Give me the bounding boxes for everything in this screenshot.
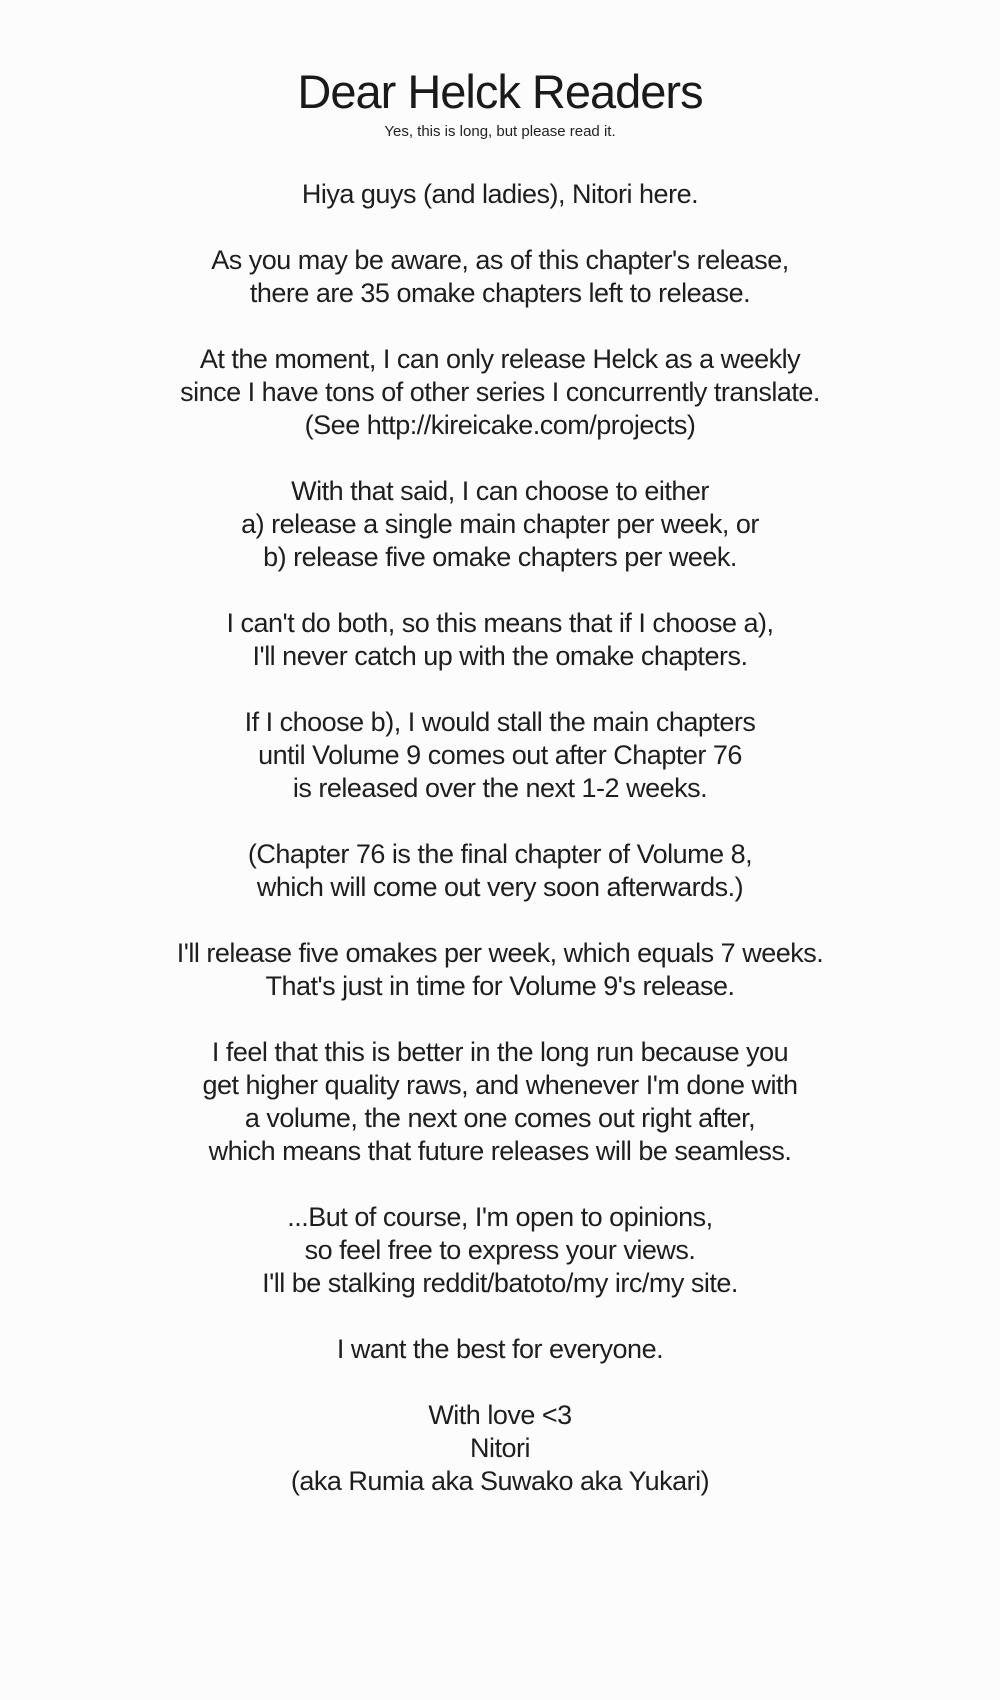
text-line: (aka Rumia aka Suwako aka Yukari)	[290, 1466, 710, 1496]
text-line: Hiya guys (and ladies), Nitori here.	[301, 179, 699, 209]
page-subtitle: Yes, this is long, but please read it.	[384, 123, 616, 140]
text-line: That's just in time for Volume 9's release.	[265, 971, 735, 1001]
page-title: Dear Helck Readers	[297, 65, 703, 118]
text-line: (Chapter 76 is the final chapter of Volume 8,	[247, 839, 753, 869]
text-line: since I have tons of other series I concurrently translate.	[180, 377, 820, 407]
text-line: With that said, I can choose to either	[291, 476, 709, 506]
text-line: which means that future releases will be seamless.	[208, 1136, 792, 1166]
paragraph	[0, 1201, 1000, 1300]
text-line: I feel that this is better in the long run because you	[211, 1037, 789, 1067]
text-line: Nitori	[469, 1433, 530, 1463]
text-line: As you may be aware, as of this chapter's release,	[211, 245, 789, 275]
paragraph	[0, 1036, 1000, 1168]
paragraph	[0, 838, 1000, 904]
text-line: I'll never catch up with the omake chapters.	[252, 641, 748, 671]
paragraph	[0, 475, 1000, 574]
text-line: is released over the next 1-2 weeks.	[292, 773, 708, 803]
text-line: With love <3	[428, 1400, 572, 1430]
paragraph	[0, 343, 1000, 442]
text-line: I can't do both, so this means that if I choose a),	[226, 608, 774, 638]
paragraph	[0, 244, 1000, 310]
text-line: there are 35 omake chapters left to release.	[249, 278, 751, 308]
paragraph	[0, 937, 1000, 1003]
note-body	[0, 178, 1000, 1498]
text-line: I'll be stalking reddit/batoto/my irc/my site.	[262, 1268, 738, 1298]
text-line: until Volume 9 comes out after Chapter 76	[258, 740, 742, 770]
text-line: b) release five omake chapters per week.	[263, 542, 737, 572]
text-line: If I choose b), I would stall the main chapters	[244, 707, 756, 737]
paragraph	[0, 1333, 1000, 1366]
text-line: a volume, the next one comes out right after,	[244, 1103, 756, 1133]
paragraph	[0, 1399, 1000, 1498]
paragraph	[0, 178, 1000, 211]
paragraph	[0, 607, 1000, 673]
text-line: I'll release five omakes per week, which equals 7 weeks.	[176, 938, 824, 968]
text-line: I want the best for everyone.	[336, 1334, 664, 1364]
text-line: so feel free to express your views.	[304, 1235, 696, 1265]
text-line: a) release a single main chapter per week, or	[241, 509, 759, 539]
text-line: At the moment, I can only release Helck as a weekly	[199, 344, 801, 374]
text-line: ...But of course, I'm open to opinions,	[287, 1202, 713, 1232]
text-line: get higher quality raws, and whenever I'm done with	[202, 1070, 798, 1100]
text-line: which will come out very soon afterwards.)	[256, 872, 744, 902]
paragraph	[0, 706, 1000, 805]
text-line: (See http://kireicake.com/projects)	[304, 410, 696, 440]
